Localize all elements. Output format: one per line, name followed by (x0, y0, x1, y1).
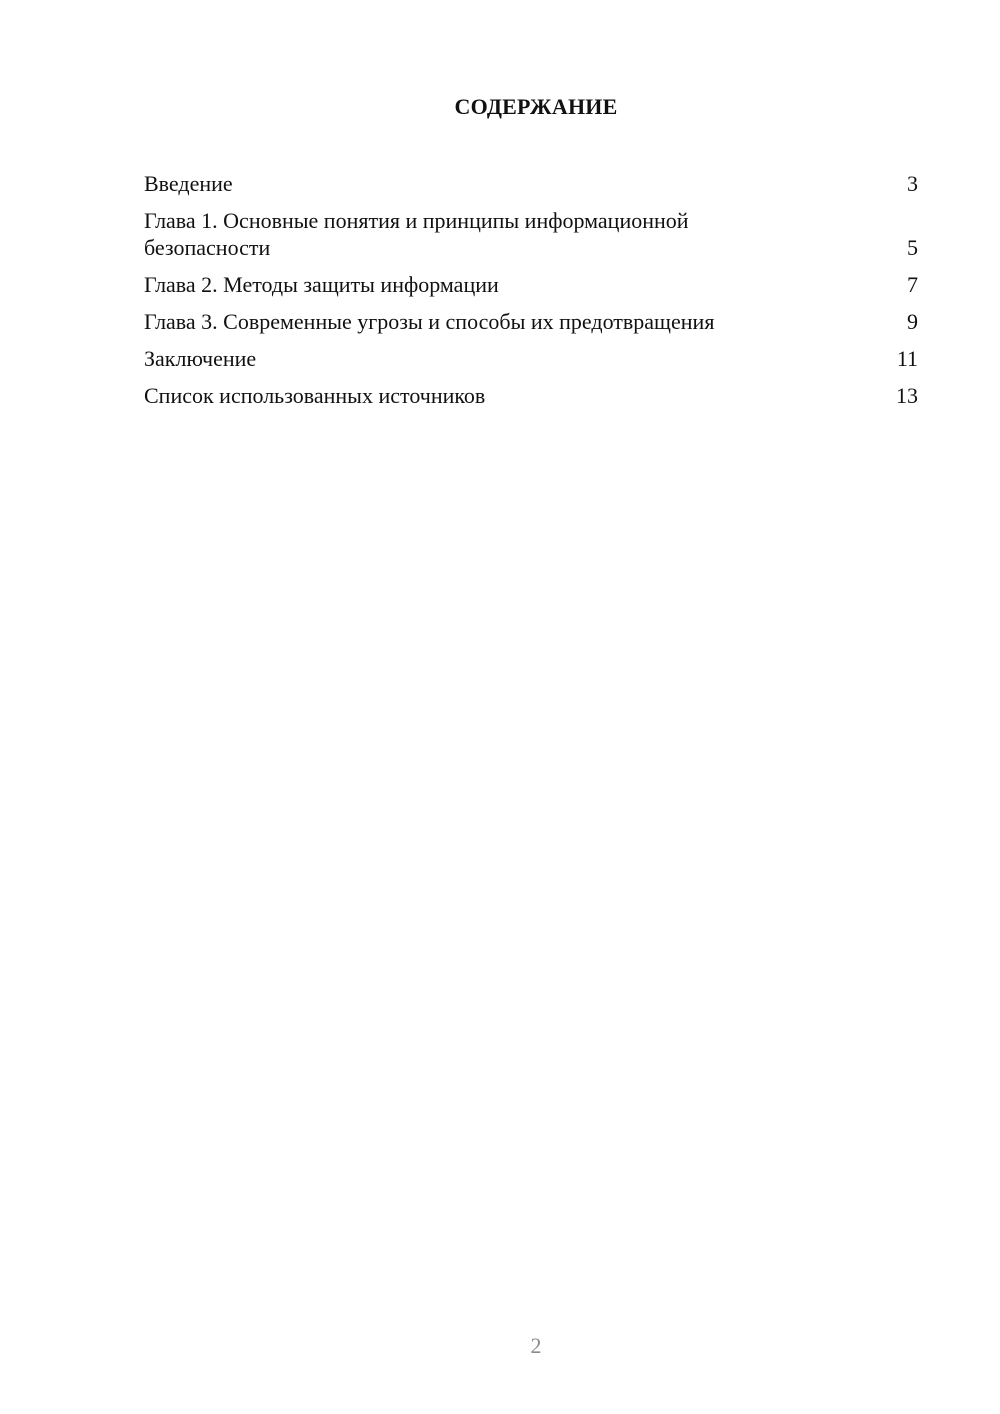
table-of-contents (144, 170, 918, 419)
toc-entry-references[interactable] (144, 382, 918, 409)
toc-entry-chapter-3[interactable] (144, 308, 918, 335)
toc-entry-introduction[interactable] (144, 170, 918, 197)
toc-entry-page: 3 (907, 171, 918, 196)
toc-entry-label: Глава 2. Методы защиты информации (144, 272, 499, 297)
toc-entry-page: 9 (907, 309, 918, 334)
toc-entry-label: Список использованных источников (144, 383, 486, 408)
toc-entry-page: 7 (907, 272, 918, 297)
page-number: 2 (530, 1333, 542, 1358)
toc-entry-page: 5 (907, 235, 918, 260)
toc-entry-label: Заключение (144, 346, 257, 371)
toc-entry-conclusion[interactable] (144, 345, 918, 372)
toc-entry-label: Глава 1. Основные понятия и принципы информационной безопасности (144, 208, 689, 260)
page-title: СОДЕРЖАНИЕ (454, 94, 618, 119)
toc-entry-page: 11 (896, 346, 918, 371)
toc-entry-label: Глава 3. Современные угрозы и способы их предотвращения (144, 309, 715, 334)
toc-entry-chapter-1[interactable] (144, 207, 918, 261)
toc-entry-page: 13 (896, 383, 918, 408)
toc-entry-label: Введение (144, 171, 233, 196)
toc-entry-chapter-2[interactable] (144, 271, 918, 298)
